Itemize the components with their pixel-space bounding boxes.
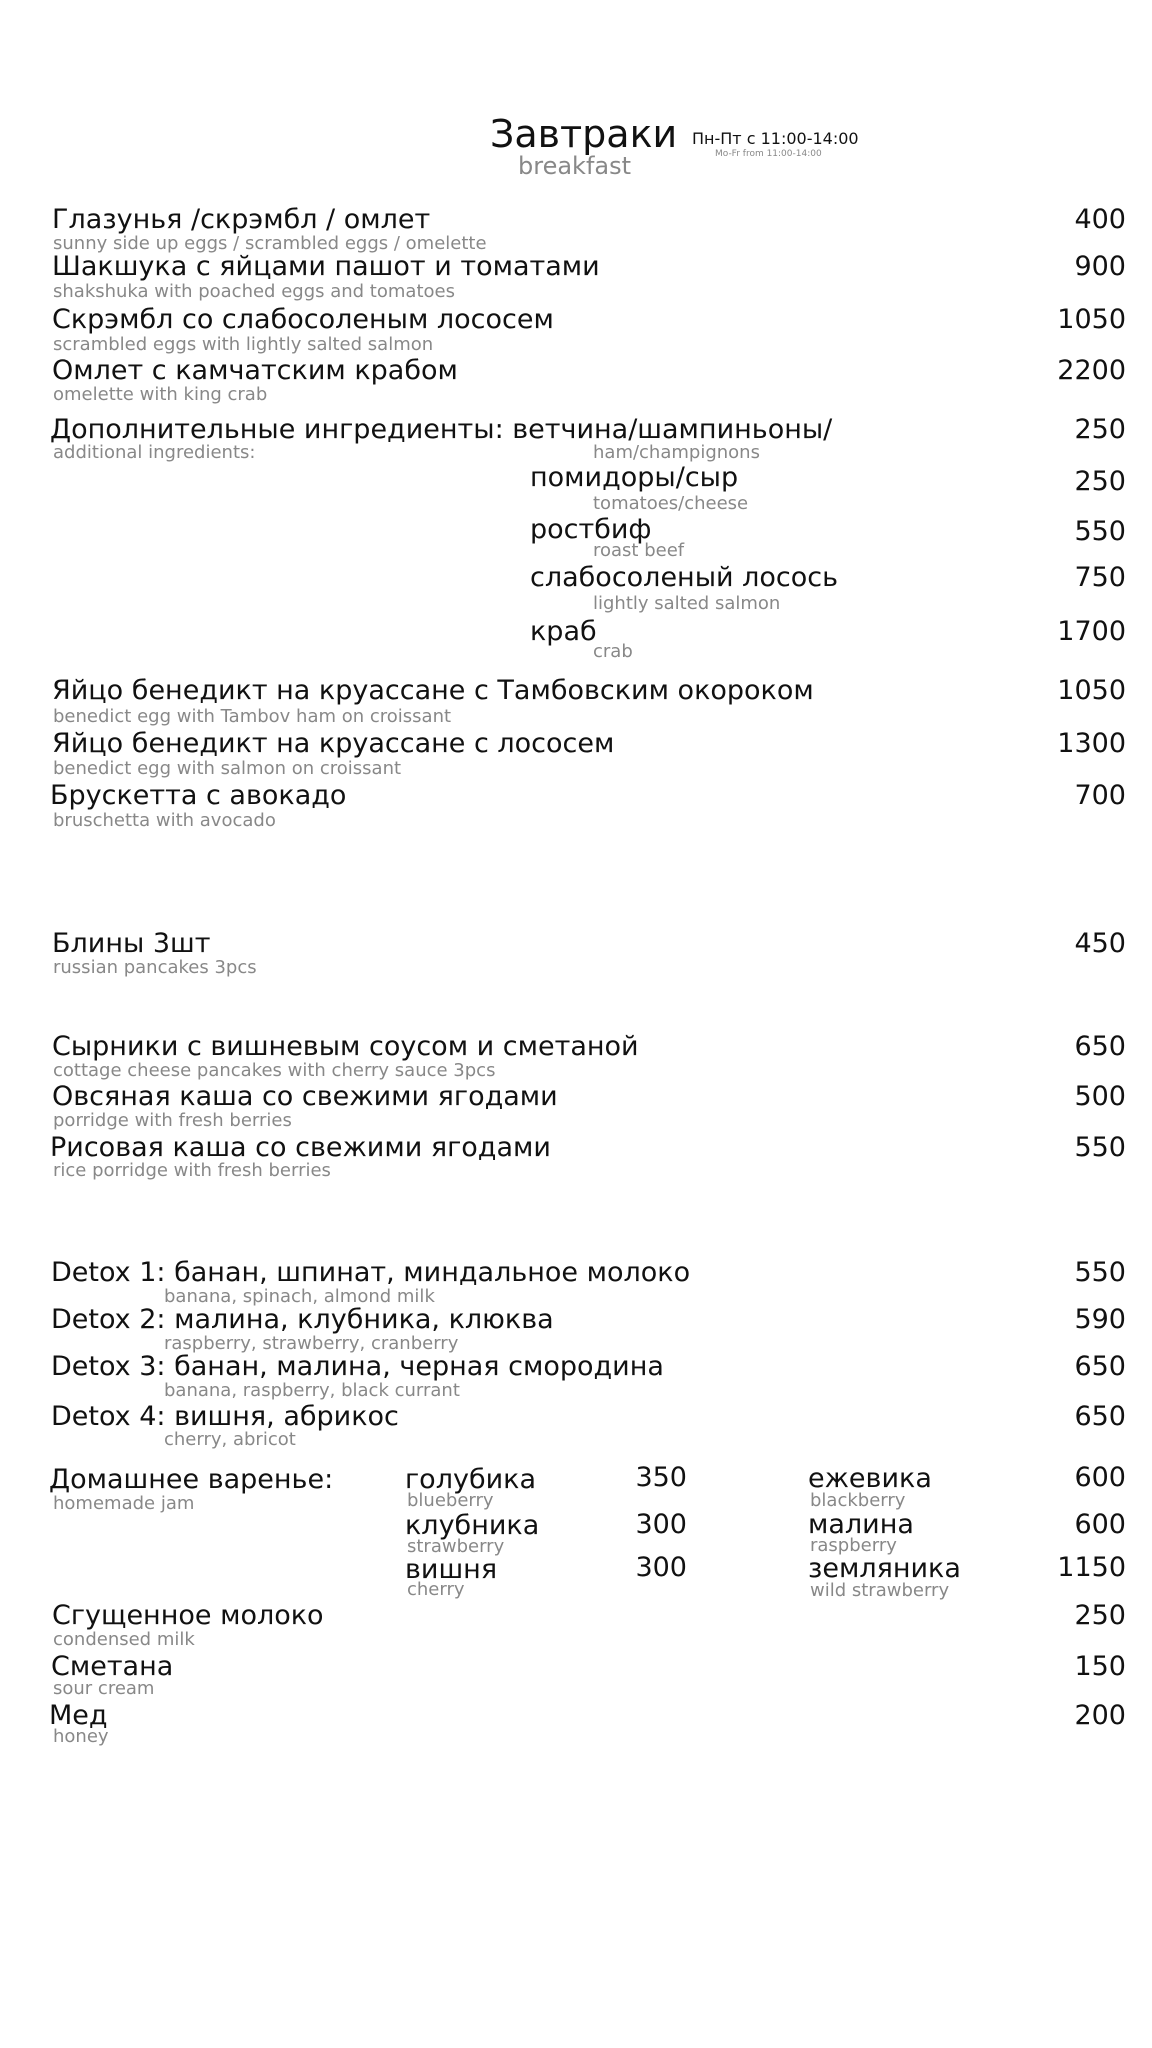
jam-item-price: 300 — [635, 1552, 687, 1583]
menu-item-name: Скрэмбл со слабосоленым лососем — [52, 304, 554, 335]
menu-item-price: 150 — [1074, 1651, 1126, 1682]
extra-item-price: 1700 — [1057, 616, 1126, 647]
jam-item-name-en: blueberry — [407, 1490, 494, 1511]
menu-item-name-en: raspberry, strawberry, cranberry — [164, 1333, 459, 1354]
extra-item-name-en: ham/champignons — [593, 442, 760, 463]
extra-item-name: помидоры/сыр — [530, 462, 739, 493]
menu-item-name: Сырники с вишневым соусом и сметаной — [52, 1031, 639, 1062]
extra-item-name-en: crab — [593, 641, 633, 662]
menu-item-name-en: porridge with fresh berries — [53, 1110, 292, 1131]
menu-item-price: 200 — [1074, 1700, 1126, 1731]
menu-item-price: 1050 — [1057, 675, 1126, 706]
extra-item-price: 750 — [1074, 562, 1126, 593]
menu-item-name-en: banana, spinach, almond milk — [164, 1286, 435, 1307]
extra-item-name-en: roast beef — [593, 540, 685, 561]
menu-item-name: Detox 2: малина, клубника, клюква — [51, 1304, 554, 1335]
jam-item-price: 1150 — [1057, 1552, 1126, 1583]
jam-item-name-en: wild strawberry — [810, 1580, 950, 1601]
jam-item-name-en: cherry — [407, 1579, 465, 1600]
menu-item-price: 900 — [1074, 251, 1126, 282]
menu-item-name-en: scrambled eggs with lightly salted salmon — [53, 334, 434, 355]
jam-item-name: клубника — [405, 1510, 540, 1541]
extra-item-name-en: lightly salted salmon — [593, 593, 781, 614]
menu-item-name-en: honey — [53, 1726, 109, 1747]
menu-item-name: Омлет с камчатским крабом — [52, 355, 458, 386]
menu-item-name: Блины 3шт — [52, 928, 211, 959]
menu-item-name-en: benedict egg with salmon on croissant — [53, 758, 402, 779]
menu-item-price: 590 — [1074, 1304, 1126, 1335]
menu-item-name: Detox 3: банан, малина, черная смородина — [51, 1351, 664, 1382]
menu-item-name: Рисовая каша со свежими ягодами — [50, 1132, 551, 1163]
extra-item-name: ростбиф — [530, 514, 652, 545]
extra-item-price: 550 — [1074, 516, 1126, 547]
jam-item-price: 600 — [1074, 1462, 1126, 1493]
menu-item-price: 550 — [1074, 1132, 1126, 1163]
menu-item-name: Шакшука с яйцами пашот и томатами — [52, 251, 600, 282]
extra-item-name-en: tomatoes/cheese — [593, 493, 749, 514]
menu-item-name: Сметана — [51, 1651, 174, 1682]
menu-item-price: 2200 — [1057, 355, 1126, 386]
page-subtitle: breakfast — [518, 152, 632, 180]
menu-item-name-en: omelette with king crab — [53, 384, 268, 405]
extras-title-en: additional ingredients: — [53, 442, 256, 463]
menu-item-name: Detox 1: банан, шпинат, миндальное молоко — [51, 1257, 691, 1288]
menu-item-price: 650 — [1074, 1031, 1126, 1062]
opening-hours-en: Mo-Fr from 11:00-14:00 — [715, 149, 822, 159]
menu-item-price: 700 — [1074, 780, 1126, 811]
jam-item-name: вишня — [405, 1554, 498, 1585]
jam-title-en: homemade jam — [53, 1493, 195, 1514]
extra-item-name: краб — [530, 616, 597, 647]
extra-item-price: 250 — [1074, 466, 1126, 497]
menu-item-price: 250 — [1074, 1600, 1126, 1631]
menu-item-price: 400 — [1074, 204, 1126, 235]
menu-item-name-en: rice porridge with fresh berries — [53, 1160, 331, 1181]
extra-item-name: слабосоленый лосось — [530, 562, 839, 593]
menu-item-price: 1050 — [1057, 304, 1126, 335]
jam-item-price: 600 — [1074, 1509, 1126, 1540]
menu-item-name-en: sunny side up eggs / scrambled eggs / omelette — [53, 233, 487, 254]
menu-item-name-en: russian pancakes 3pcs — [53, 957, 257, 978]
menu-item-name: Яйцо бенедикт на круассане с лососем — [52, 728, 615, 759]
page-title: Завтраки — [490, 112, 678, 156]
menu-item-price: 650 — [1074, 1351, 1126, 1382]
jam-item-name-en: raspberry — [810, 1535, 897, 1556]
menu-item-name-en: cherry, abricot — [164, 1429, 296, 1450]
jam-item-name: голубика — [405, 1464, 536, 1495]
menu-item-price: 650 — [1074, 1401, 1126, 1432]
menu-item-price: 550 — [1074, 1257, 1126, 1288]
extras-title: Дополнительные ингредиенты: ветчина/шампиньоны/ — [50, 414, 833, 445]
jam-item-name-en: blackberry — [810, 1490, 906, 1511]
jam-title: Домашнее варенье: — [49, 1464, 334, 1495]
menu-item-name: Овсяная каша со свежими ягодами — [52, 1081, 558, 1112]
menu-item-name-en: shakshuka with poached eggs and tomatoes — [53, 281, 455, 302]
menu-item-name: Мед — [49, 1700, 108, 1731]
menu-item-price: 500 — [1074, 1081, 1126, 1112]
menu-item-name-en: cottage cheese pancakes with cherry sauce 3pcs — [53, 1060, 496, 1081]
jam-item-price: 300 — [635, 1509, 687, 1540]
extra-item-price: 250 — [1074, 414, 1126, 445]
menu-item-name: Брускетта с авокадо — [50, 780, 347, 811]
jam-item-name-en: strawberry — [407, 1536, 505, 1557]
menu-item-name-en: condensed milk — [53, 1629, 195, 1650]
menu-item-name-en: bruschetta with avocado — [53, 810, 276, 831]
menu-item-name-en: banana, raspberry, black currant — [164, 1380, 460, 1401]
menu-item-price: 450 — [1074, 928, 1126, 959]
menu-item-name: Detox 4: вишня, абрикос — [51, 1401, 399, 1432]
menu-item-name: Яйцо бенедикт на круассане с Тамбовским окороком — [52, 675, 814, 706]
jam-item-name: ежевика — [808, 1463, 932, 1494]
menu-item-name: Глазунья /скрэмбл / омлет — [52, 204, 431, 235]
menu-item-price: 1300 — [1057, 728, 1126, 759]
jam-item-name: земляника — [808, 1553, 961, 1584]
menu-item-name-en: benedict egg with Tambov ham on croissant — [53, 706, 452, 727]
jam-item-price: 350 — [635, 1462, 687, 1493]
menu-item-name: Сгущенное молоко — [52, 1600, 324, 1631]
menu-item-name-en: sour cream — [53, 1678, 155, 1699]
jam-item-name: малина — [808, 1509, 914, 1540]
opening-hours: Пн-Пт с 11:00-14:00 — [692, 129, 859, 148]
